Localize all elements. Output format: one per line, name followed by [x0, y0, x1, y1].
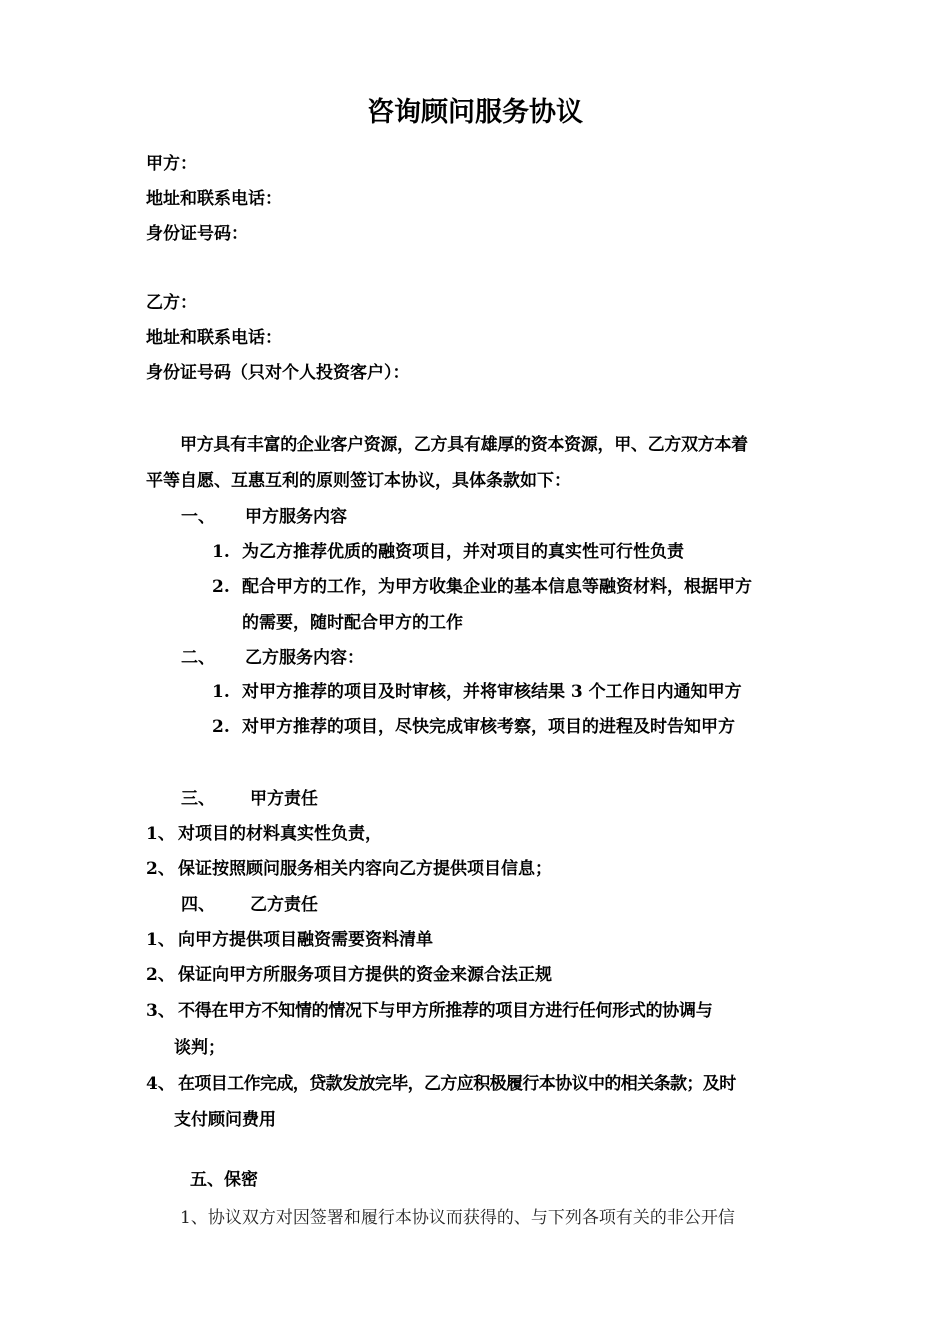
party-a-label: 甲方： — [146, 154, 197, 174]
section-4-item-2-number: 2、 — [146, 965, 175, 985]
section-4-item-3-line-1: 不得在甲方不知情的情况下与甲方所推荐的项目方进行任何形式的协调与 — [178, 1001, 713, 1021]
section-3-item-1-text: 对项目的材料真实性负责， — [178, 824, 382, 844]
party-a-address: 地址和联系电话： — [146, 189, 282, 209]
section-5-title: 五、保密 — [190, 1170, 258, 1190]
section-3-item-2-number: 2、 — [146, 859, 175, 879]
document-title: 咨询顾问服务协议 — [367, 97, 583, 128]
party-b-label: 乙方： — [146, 293, 197, 313]
intro-line-1: 甲方具有丰富的企业客户资源，乙方具有雄厚的资本资源，甲、乙方双方本着 — [180, 435, 748, 455]
section-4-item-4-line-1: 在项目工作完成，贷款发放完毕，乙方应积极履行本协议中的相关条款；及时 — [178, 1074, 736, 1094]
section-1-item-2-line-1: 配合甲方的工作，为甲方收集企业的基本信息等融资材料，根据甲方 — [242, 577, 752, 597]
section-4-item-1-text: 向甲方提供项目融资需要资料清单 — [178, 930, 433, 950]
section-4-title: 乙方责任 — [250, 895, 318, 915]
section-4-item-1-number: 1、 — [146, 930, 175, 950]
section-1-item-2-line-2: 的需要，随时配合甲方的工作 — [242, 613, 463, 633]
party-a-id: 身份证号码： — [146, 224, 248, 244]
section-4-item-2-text: 保证向甲方所服务项目方提供的资金来源合法正规 — [178, 965, 552, 985]
section-3-item-2-text: 保证按照顾问服务相关内容向乙方提供项目信息； — [178, 859, 552, 879]
section-3-item-1-number: 1、 — [146, 824, 175, 844]
intro-line-2: 平等自愿、互惠互利的原则签订本协议，具体条款如下： — [146, 471, 571, 491]
party-b-id: 身份证号码（只对个人投资客户）： — [146, 363, 410, 383]
section-4-item-3-number: 3、 — [146, 1001, 175, 1021]
section-1-title: 甲方服务内容 — [245, 507, 347, 527]
section-5-paragraph-1: 1、协议双方对因签署和履行本协议而获得的、与下列各项有关的非公开信 — [180, 1208, 735, 1228]
section-1-number: 一、 — [181, 507, 215, 527]
section-2-title: 乙方服务内容： — [245, 648, 364, 668]
section-4-item-3-line-2: 谈判； — [174, 1038, 225, 1058]
section-4-number: 四、 — [181, 895, 215, 915]
section-2-item-2-text: 对甲方推荐的项目，尽快完成审核考察，项目的进程及时告知甲方 — [242, 717, 735, 737]
section-4-item-4-number: 4、 — [146, 1074, 175, 1094]
section-1-item-2-number: 2. — [212, 577, 230, 597]
section-1-item-1-number: 1. — [212, 542, 230, 562]
section-3-title: 甲方责任 — [250, 789, 318, 809]
section-2-item-2-number: 2. — [212, 717, 230, 737]
section-2-item-1-number: 1. — [212, 682, 230, 702]
section-2-item-1-text: 对甲方推荐的项目及时审核，并将审核结果 3 个工作日内通知甲方 — [242, 682, 742, 702]
section-4-item-4-line-2: 支付顾问费用 — [174, 1110, 276, 1130]
section-1-item-1-text: 为乙方推荐优质的融资项目，并对项目的真实性可行性负责 — [242, 542, 684, 562]
section-2-number: 二、 — [181, 648, 215, 668]
party-b-address: 地址和联系电话： — [146, 328, 282, 348]
section-3-number: 三、 — [181, 789, 215, 809]
